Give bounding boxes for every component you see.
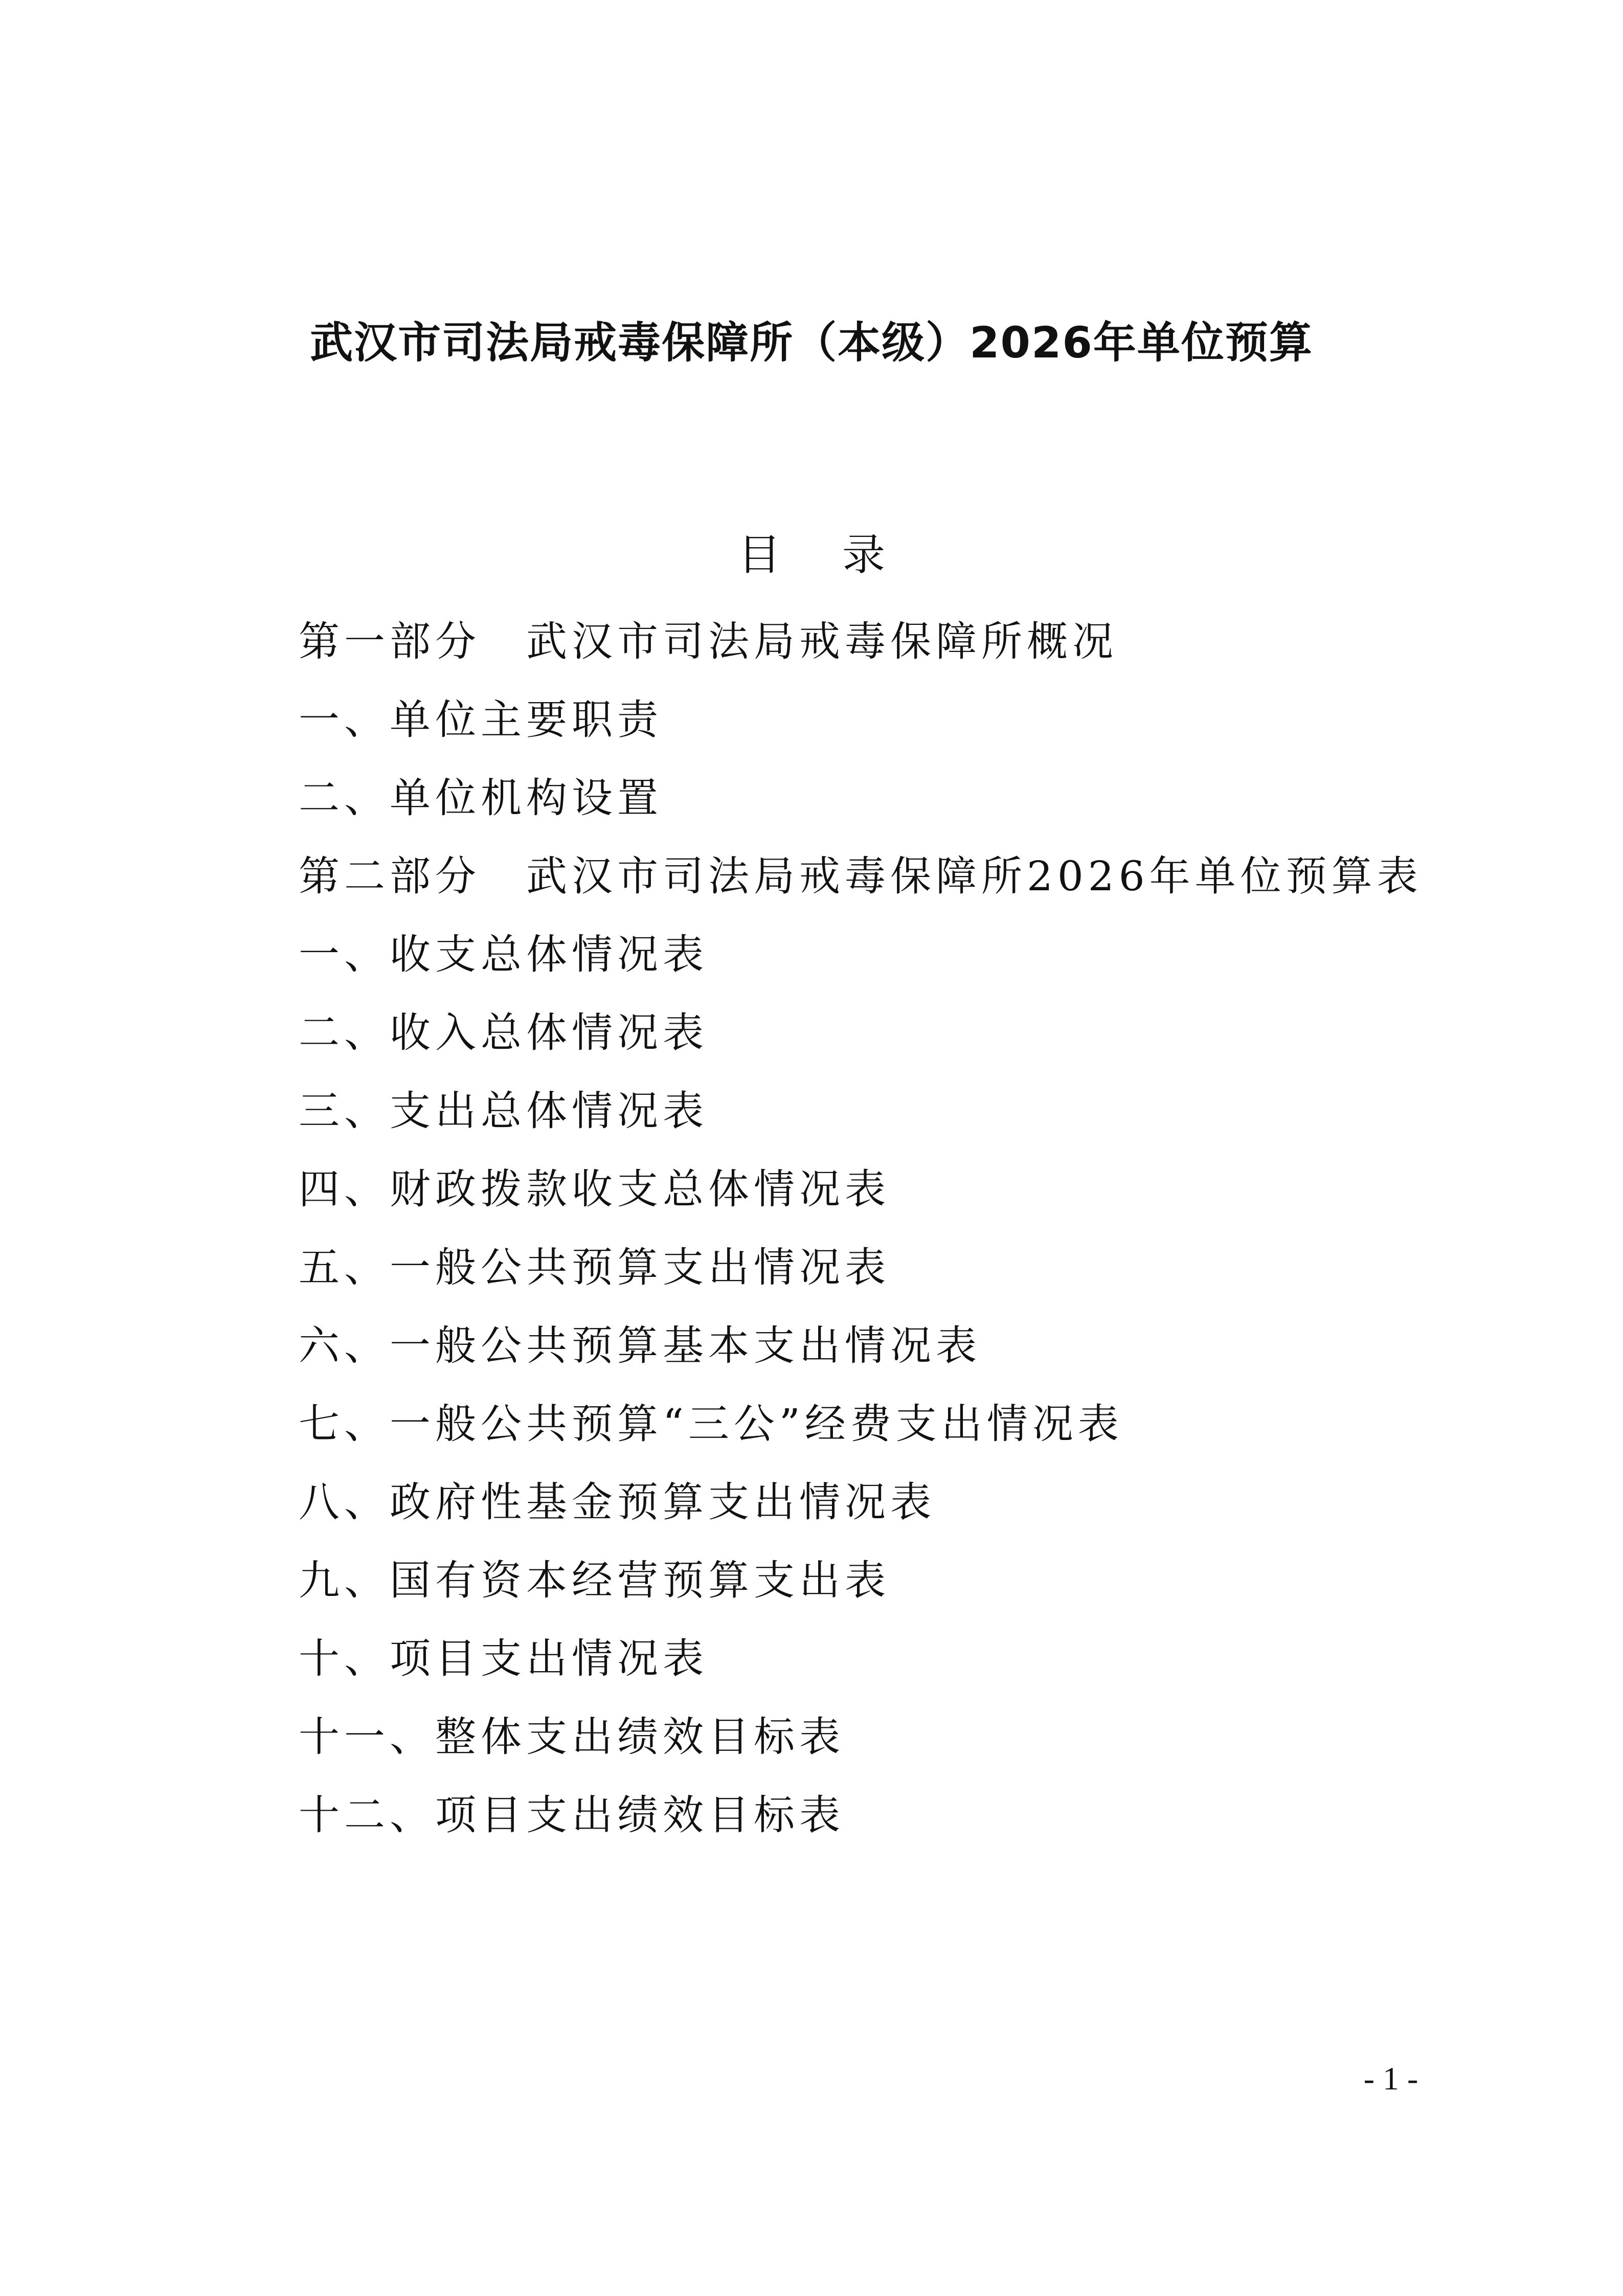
- toc-item-part-two: 第二部分 武汉市司法局戒毒保障所2026年单位预算表: [299, 852, 1423, 900]
- toc-item: 十一、整体支出绩效目标表: [299, 1713, 845, 1761]
- document-title: 武汉市司法局戒毒保障所（本级）2026年单位预算: [310, 318, 1313, 368]
- toc-item: 二、收入总体情况表: [299, 1009, 708, 1056]
- toc-item: 九、国有资本经营预算支出表: [299, 1557, 890, 1604]
- toc-item: 七、一般公共预算“三公”经费支出情况表: [299, 1400, 1123, 1448]
- toc-item: 三、支出总体情况表: [299, 1087, 708, 1135]
- toc-item: 六、一般公共预算基本支出情况表: [299, 1322, 981, 1369]
- toc-item: 十、项目支出情况表: [299, 1635, 708, 1682]
- toc-item: 二、单位机构设置: [299, 774, 663, 822]
- toc-item: 四、财政拨款收支总体情况表: [299, 1165, 890, 1213]
- toc-heading: 目录: [737, 530, 946, 580]
- toc-item-part-one: 第一部分 武汉市司法局戒毒保障所概况: [299, 618, 1118, 665]
- toc-item: 五、一般公共预算支出情况表: [299, 1244, 890, 1291]
- toc-item: 八、政府性基金预算支出情况表: [299, 1478, 936, 1526]
- table-of-contents: [299, 614, 1475, 1865]
- toc-item: 一、单位主要职责: [299, 696, 663, 744]
- toc-item: 一、收支总体情况表: [299, 931, 708, 978]
- toc-item: 十二、项目支出绩效目标表: [299, 1791, 845, 1839]
- page-number: - 1 -: [1363, 2060, 1418, 2097]
